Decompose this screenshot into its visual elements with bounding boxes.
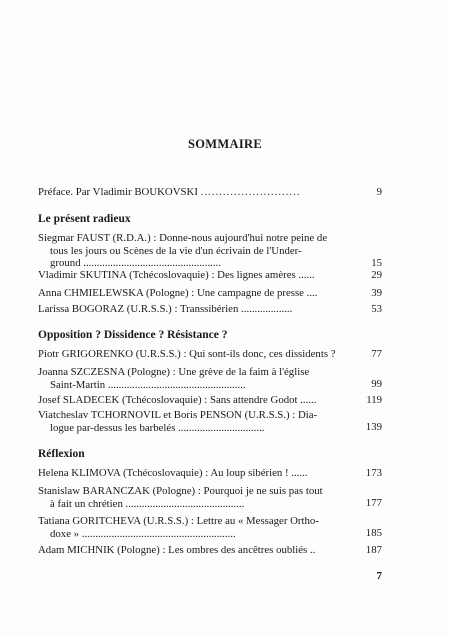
toc-page-number: 185 bbox=[365, 527, 382, 539]
toc-page-number: 9 bbox=[376, 186, 382, 198]
toc-entry-line: Anna CHMIELEWSKA (Pologne) : Une campagne de presse .... bbox=[38, 287, 318, 299]
toc-page-number: 139 bbox=[365, 421, 382, 433]
folio-page-number: 7 bbox=[376, 570, 382, 582]
toc-page-number: 53 bbox=[371, 303, 382, 315]
page-title: SOMMAIRE bbox=[188, 137, 262, 151]
toc-entry bbox=[38, 409, 341, 434]
toc-entry-line: à fait un chrétien ............................................ bbox=[50, 497, 245, 510]
toc-entry bbox=[38, 287, 341, 300]
toc-page-number: 39 bbox=[371, 287, 382, 299]
toc-entry bbox=[38, 394, 341, 407]
toc-entry bbox=[38, 269, 341, 282]
toc-entry-line: doxe » ......................................................... bbox=[50, 527, 236, 540]
toc-page-number: 29 bbox=[371, 269, 382, 281]
toc-page-number: 99 bbox=[371, 378, 382, 390]
toc-entry bbox=[38, 467, 341, 480]
toc-entry-line: Adam MICHNIK (Pologne) : Les ombres des ancêtres oubliés .. bbox=[38, 544, 316, 556]
toc-page-number: 119 bbox=[366, 394, 382, 406]
toc-entry-preface bbox=[38, 186, 341, 199]
toc-page-number: 173 bbox=[365, 467, 382, 479]
toc-entry bbox=[38, 366, 341, 391]
toc-entry bbox=[38, 544, 341, 557]
toc-entry-line: Tatiana GORITCHEVA (U.R.S.S.) : Lettre au « Messager Ortho- bbox=[38, 515, 319, 527]
section-heading: Le présent radieux bbox=[38, 213, 131, 225]
toc-entry-line: Josef SLADECEK (Tchécoslovaquie) : Sans attendre Godot ...... bbox=[38, 394, 317, 406]
toc-entry-line: ground ................................................... bbox=[50, 257, 221, 269]
toc-entry-line: Viatcheslav TCHORNOVIL et Boris PENSON (U.R.S.S.) : Dia- bbox=[38, 409, 318, 421]
toc-entry bbox=[38, 515, 341, 540]
toc-entry-line: Helena KLIMOVA (Tchécoslovaquie) : Au loup sibérien ! ...... bbox=[38, 467, 308, 479]
toc-page-number: 77 bbox=[371, 348, 382, 360]
toc-entry-line: Piotr GRIGORENKO (U.R.S.S.) : Qui sont-ils donc, ces dissidents ? bbox=[38, 348, 336, 360]
toc-page-number: 15 bbox=[371, 257, 382, 269]
section-heading: Opposition ? Dissidence ? Résistance ? bbox=[38, 329, 228, 341]
toc-entry-line: Larissa BOGORAZ (U.R.S.S.) : Transsibérien ................... bbox=[38, 303, 293, 315]
toc-entry-line: Stanislaw BARANCZAK (Pologne) : Pourquoi je ne suis pas tout bbox=[38, 485, 323, 497]
toc-page-number: 187 bbox=[365, 544, 382, 556]
toc-entry-line: tous les jours ou Scènes de la vie d'un écrivain de l'Under- bbox=[50, 244, 302, 257]
toc-entry bbox=[38, 348, 341, 361]
toc-entry-line: Siegmar FAUST (R.D.A.) : Donne-nous aujourd'hui notre peine de bbox=[38, 232, 328, 244]
toc-entry bbox=[38, 485, 341, 510]
toc-entry-text: Préface. Par Vladimir BOUKOVSKI ........................... bbox=[38, 186, 301, 198]
toc-entry-line: Joanna SZCZESNA (Pologne) : Une grève de la faim à l'église bbox=[38, 366, 310, 378]
toc-entry-line: Vladimir SKUTINA (Tchécoslovaquie) : Des lignes amères ...... bbox=[38, 269, 315, 281]
toc-entry bbox=[38, 232, 341, 270]
toc-entry bbox=[38, 303, 341, 316]
toc-entry-line: logue par-dessus les barbelés ................................ bbox=[50, 421, 265, 434]
toc-entry-line: Saint-Martin ................................................... bbox=[50, 378, 246, 391]
toc-page-number: 177 bbox=[365, 497, 382, 509]
section-heading: Réflexion bbox=[38, 448, 85, 460]
